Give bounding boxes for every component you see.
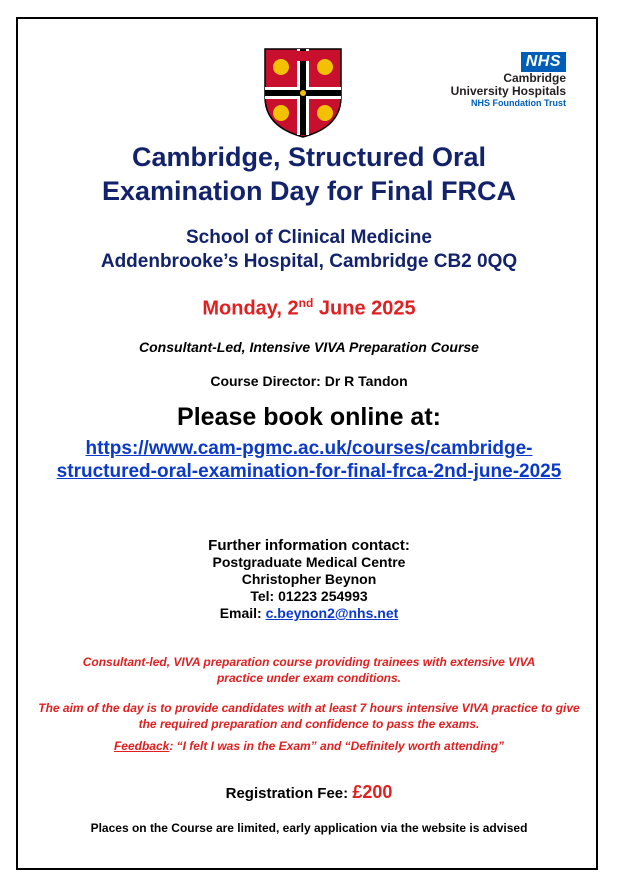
email-label: Email:: [219, 605, 266, 621]
fee-label: Registration Fee:: [225, 785, 353, 802]
page-title: [16, 140, 602, 208]
university-crest-icon: [263, 47, 343, 139]
nhs-trust-logo: [451, 52, 566, 109]
date-prefix: Monday, 2: [202, 297, 299, 320]
course-tagline: Consultant-Led, Intensive VIVA Preparation Course: [139, 339, 479, 355]
booking-link[interactable]: https://www.cam-pgmc.ac.uk/courses/cambridge-structured-oral-examination-for-final-frca-2nd-june-2025: [56, 438, 562, 482]
date-rest: June 2025: [313, 297, 416, 320]
contact-tel: Tel: 01223 254993: [250, 588, 368, 604]
registration-fee: [16, 782, 602, 803]
contact-name: Christopher Beynon: [241, 571, 377, 587]
venue-line1: School of Clinical Medicine: [186, 227, 432, 248]
venue-line2: Addenbrooke’s Hospital, Cambridge CB2 0QQ: [100, 251, 518, 272]
email-link[interactable]: c.beynon2@nhs.net: [265, 605, 399, 621]
org-name-line1: Cambridge: [503, 71, 566, 85]
feedback-quote: [16, 738, 602, 754]
contact-org: Postgraduate Medical Centre: [212, 554, 406, 570]
course-aim: The aim of the day is to provide candidates with at least 7 hours intensive VIVA practice to give the required preparation and confidence to pass the exams.: [38, 701, 580, 731]
nhs-logo: NHS: [521, 52, 566, 72]
venue: [16, 226, 602, 274]
date-suffix: nd: [298, 296, 314, 310]
org-name-line2: University Hospitals: [450, 84, 566, 98]
feedback-label: Feedback: [113, 739, 170, 753]
trust-name: NHS Foundation Trust: [471, 98, 566, 108]
feedback-text: : “I felt I was in the Exam” and “Definitely worth attending”: [169, 739, 505, 753]
course-director: Course Director: Dr R Tandon: [210, 373, 408, 389]
booking-heading: Please book online at:: [177, 403, 441, 431]
contact-heading: Further information contact:: [208, 537, 410, 554]
contact-email-row: [16, 605, 602, 622]
title-line2: Examination Day for Final FRCA: [101, 176, 517, 206]
event-date: [16, 296, 602, 321]
title-line1: Cambridge, Structured Oral: [131, 142, 487, 172]
course-description: Consultant-led, VIVA preparation course providing trainees with extensive VIVA practice under exam conditions.: [82, 655, 536, 685]
places-note: Places on the Course are limited, early application via the website is advised: [90, 821, 528, 835]
contact-block: [16, 537, 602, 622]
fee-amount: £200: [352, 782, 393, 802]
